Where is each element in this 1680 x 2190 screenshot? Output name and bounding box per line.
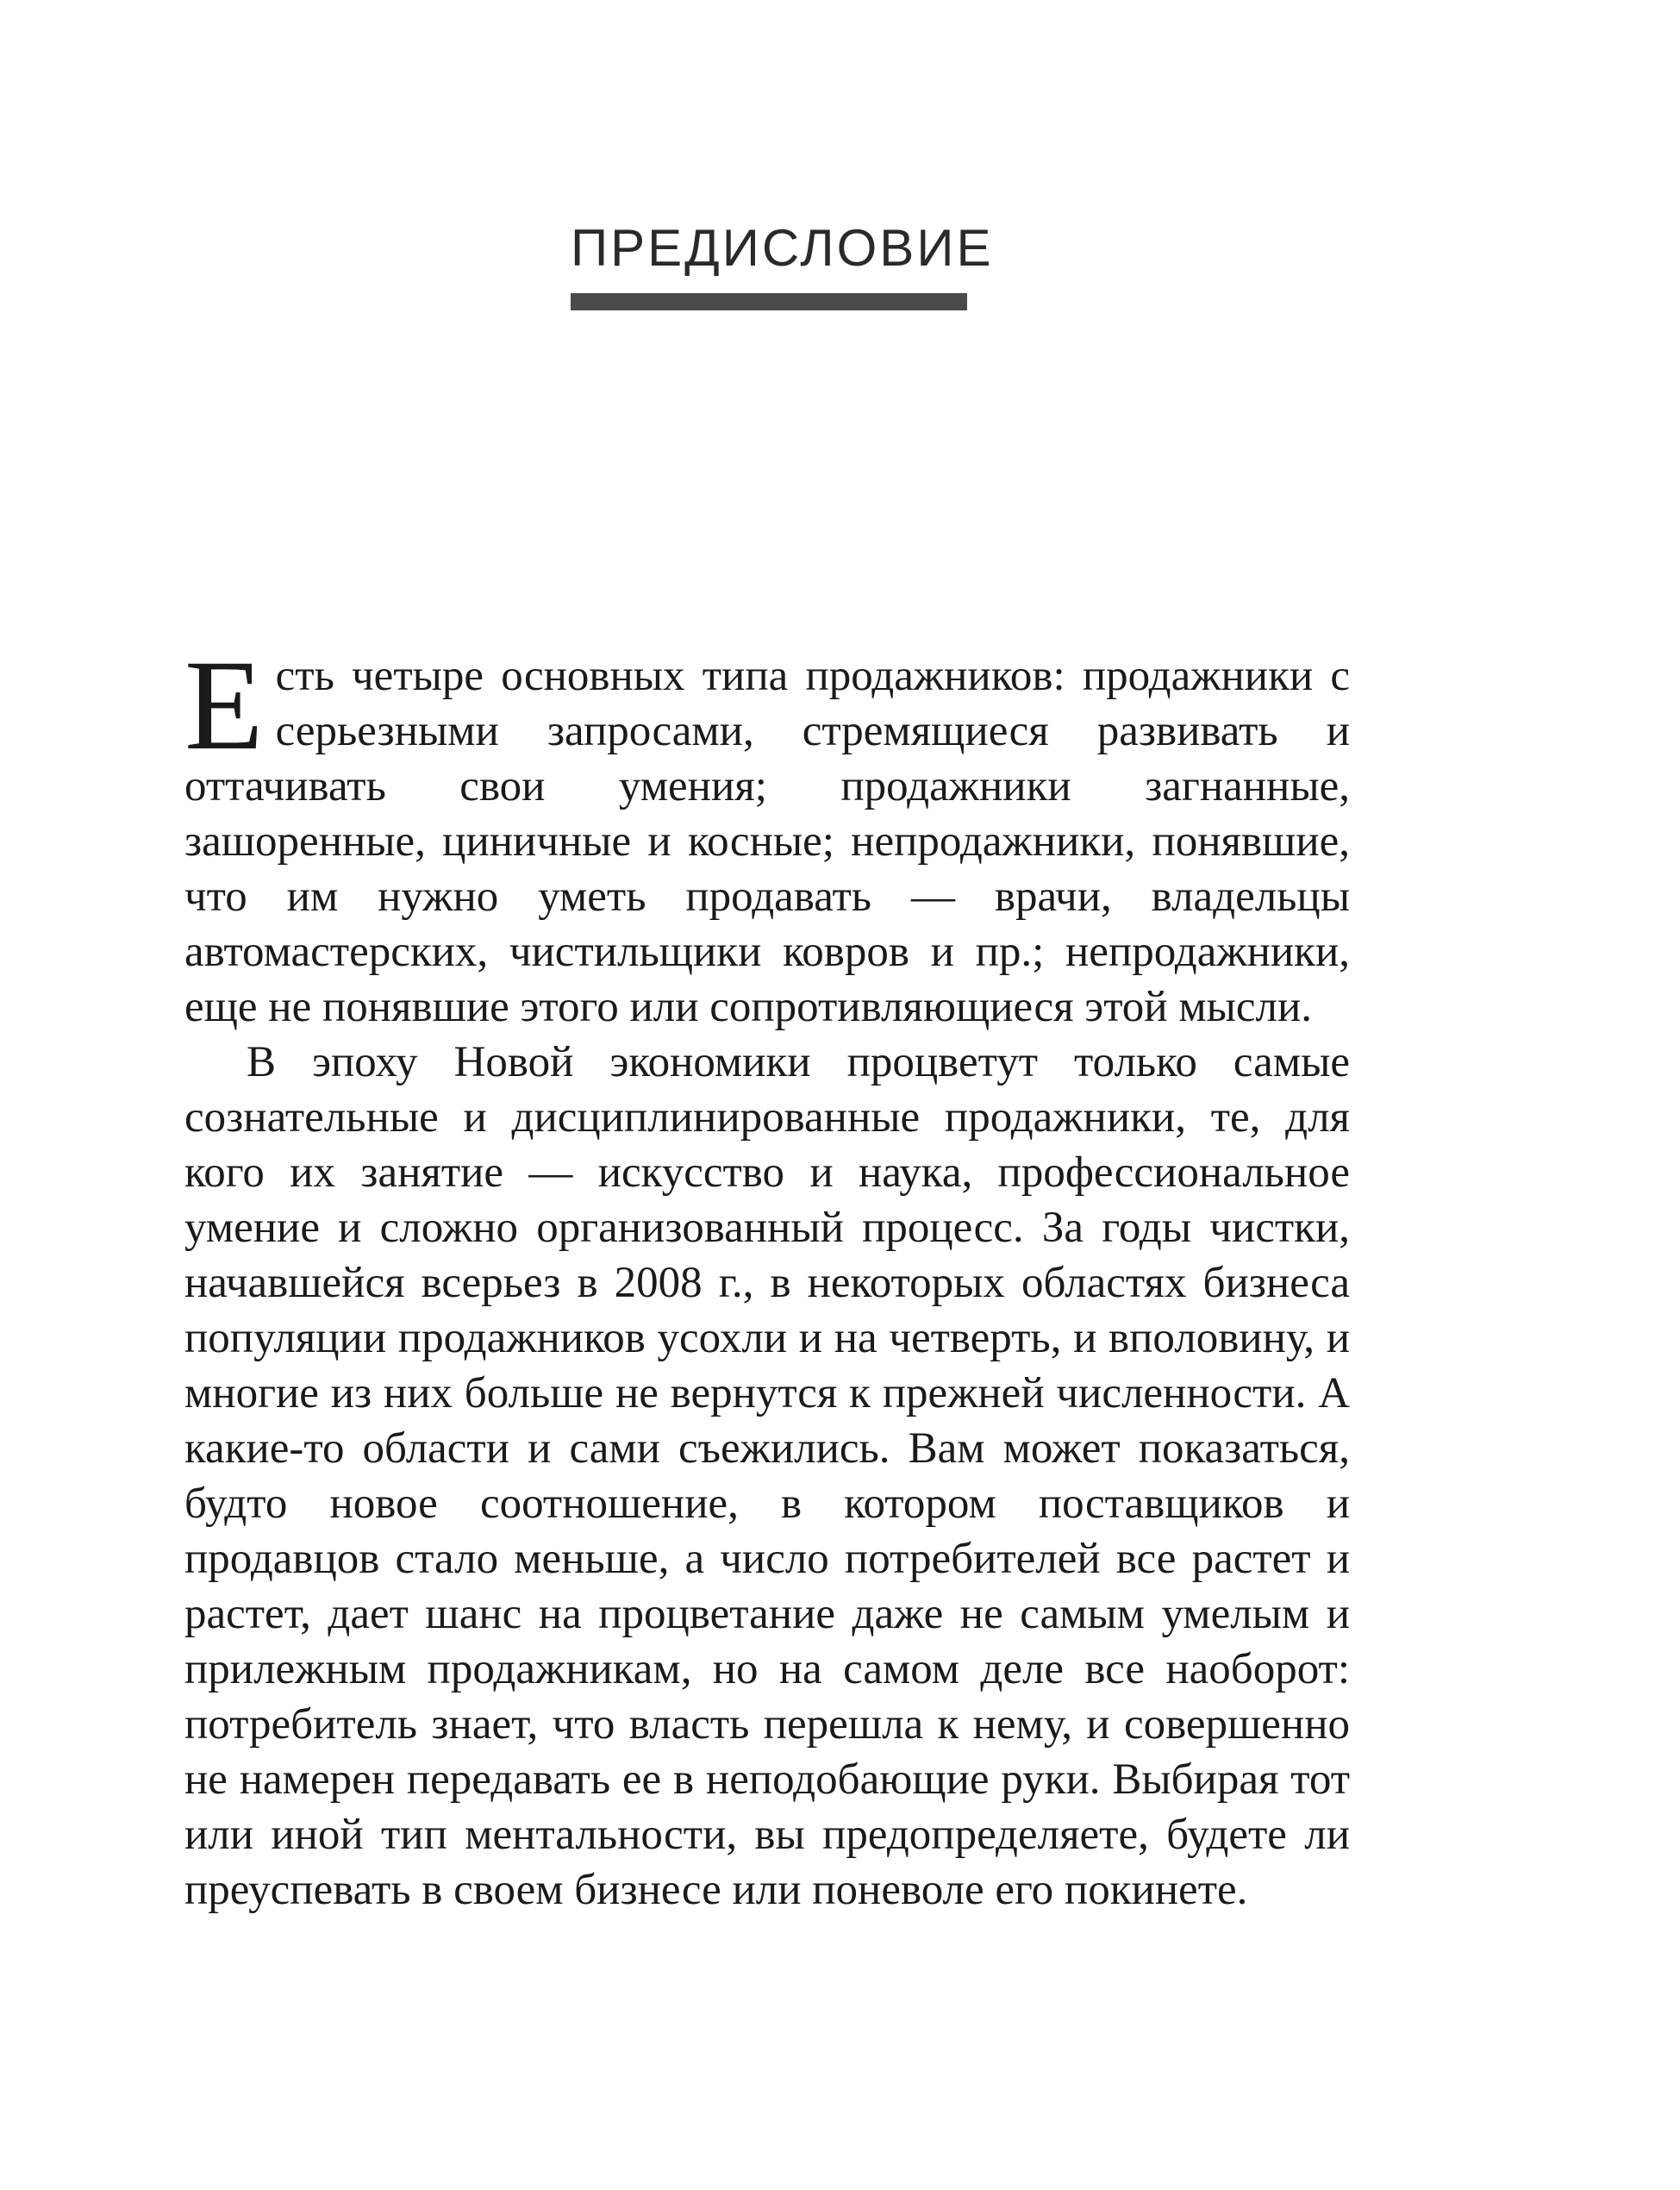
heading-underline [571, 293, 967, 310]
drop-cap: Е [184, 634, 264, 777]
paragraph-1 [184, 634, 1350, 1035]
paragraph-1-text: сть четыре основных типа продажников: продажники с серьезными запросами, стремящиеся развивать и оттачивать свои умения; продажники загнанные, зашоренные, циничные и косные; непродажники, понявшие, что им нужно уметь продавать — врачи, владельцы автомастерских, чистильщики ковров и пр.; непродажники, еще не понявшие этого или сопротивляющиеся этой мысли. [184, 652, 1350, 1031]
paragraph-2: В эпоху Новой экономики процветут только самые сознательные и дисциплинированные продажники, те, для кого их занятие — искусство и наука, профессиональное умение и сложно организованный процесс. За годы чистки, начавшейся всерьез в 2008 г., в некоторых областях бизнеса популяции продажников усохли и на четверть, и вполовину, и многие из них больше не вернутся к прежней численности. А какие-то области и сами съежились. Вам может показаться, будто новое соотношение, в котором поставщиков и продавцов стало меньше, а число потребителей все растет и растет, дает шанс на процветание даже не самым умелым и прилежным продажникам, но на самом деле все наоборот: потребитель знает, что власть перешла к нему, и совершенно не намерен передавать ее в неподобающие руки. Выбирая тот или иной тип ментальности, вы предопределяете, будете ли преуспевать в своем бизнесе или поневоле его покинете. [184, 1038, 1350, 1914]
chapter-title: ПРЕДИСЛОВИЕ [571, 219, 994, 277]
body-text [184, 634, 1350, 1918]
chapter-heading-block [571, 219, 994, 310]
